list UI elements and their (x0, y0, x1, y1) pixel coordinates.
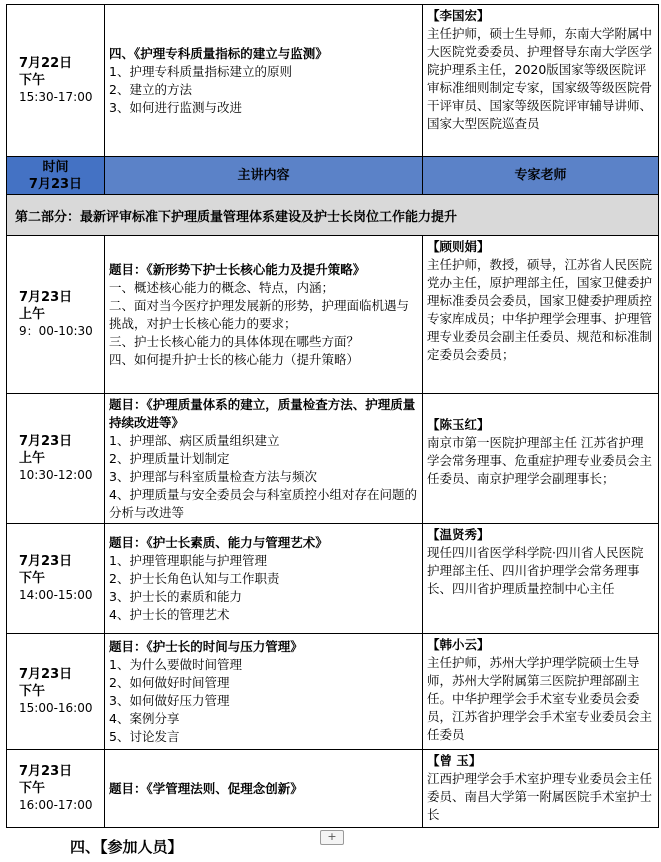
clock-label: 15:00-16:00 (19, 701, 93, 715)
table-row (7, 5, 659, 157)
lecture-line: 三、护士长核心能力的具体体现在哪些方面？ (109, 333, 360, 349)
expert-bio: 南京市第一医院护理部主任 江苏省护理学会常务理事、危重症护理专业委员会主任委员、南京护理学会副理事长； (427, 435, 653, 486)
ampm-label: 下午 (19, 571, 46, 586)
lecture-title: 题目：《护理质量体系的建立，质量检查方法、护理质量持续改进等》 (109, 396, 416, 430)
lecture-line: 4、案例分享 (109, 710, 180, 726)
lecture-line: 3、如何进行监测与改进 (109, 99, 242, 115)
content-cell (105, 394, 423, 524)
clock-label: 9：00-10:30 (19, 324, 93, 338)
lecture-line: 2、护理质量计划制定 (109, 450, 230, 466)
ampm-label: 下午 (19, 73, 46, 88)
header-date-label: 7月23日 (28, 176, 83, 192)
expert-name: 【陈玉红】 (427, 417, 490, 432)
lecture-title: 题目：《新形势下护士长核心能力及提升策略》 (109, 261, 366, 277)
lecture-line: 2、护士长角色认知与工作职责 (109, 570, 280, 586)
clock-label: 15:30-17:00 (19, 90, 93, 104)
clock-label: 14:00-15:00 (19, 588, 93, 602)
header-expert: 专家老师 (423, 157, 659, 195)
content-cell (105, 236, 423, 394)
lecture-line: 2、如何做好时间管理 (109, 674, 230, 690)
header-time-label: 时间 (42, 159, 69, 175)
lecture-line: 1、护理专科质量指标建立的原则 (109, 63, 292, 79)
lecture-line: 1、为什么要做时间管理 (109, 656, 242, 672)
expert-name: 【温贤秀】 (427, 527, 490, 542)
expert-cell (423, 634, 659, 750)
time-cell (7, 524, 105, 634)
table-row (7, 524, 659, 634)
expert-cell (423, 394, 659, 524)
content-cell (105, 750, 423, 828)
table-row (7, 634, 659, 750)
expert-name: 【曾 玉】 (427, 753, 482, 768)
table-row (7, 236, 659, 394)
expert-bio: 江西护理学会手术室护理专业委员会主任委员、南昌大学第一附属医院手术室护士长 (427, 771, 653, 822)
part-title: 第二部分：最新评审标准下护理质量管理体系建设及护士长岗位工作能力提升 (7, 195, 659, 236)
time-cell (7, 750, 105, 828)
day-label: 7月23日 (19, 764, 73, 779)
clock-label: 10:30-12:00 (19, 468, 93, 482)
ampm-label: 上午 (19, 451, 46, 466)
lecture-line: 3、护士长的素质和能力 (109, 588, 242, 604)
lecture-line: 4、护士长的管理艺术 (109, 606, 230, 622)
expert-name: 【韩小云】 (427, 637, 490, 652)
expert-name: 【顾则娟】 (427, 239, 490, 254)
expert-cell (423, 236, 659, 394)
ampm-label: 上午 (19, 307, 46, 322)
clock-label: 16:00-17:00 (19, 798, 93, 812)
table-row (7, 394, 659, 524)
lecture-line: 3、如何做好压力管理 (109, 692, 230, 708)
ampm-label: 下午 (19, 781, 46, 796)
day-label: 7月23日 (19, 434, 73, 449)
lecture-line: 2、建立的方法 (109, 81, 192, 97)
expert-cell (423, 5, 659, 157)
add-row-button[interactable]: + (320, 830, 344, 845)
expert-cell (423, 750, 659, 828)
day-label: 7月23日 (19, 667, 73, 682)
time-cell (7, 394, 105, 524)
lecture-line: 一、概述核心能力的概念、特点，内涵； (109, 279, 335, 295)
section-title: 四、【参加人员】 (70, 838, 183, 856)
expert-cell (423, 524, 659, 634)
lecture-title: 四、《护理专科质量指标的建立与监测》 (109, 45, 328, 61)
lecture-line: 1、护理管理职能与护理管理 (109, 552, 267, 568)
lecture-title: 题目：《护士长素质、能力与管理艺术》 (109, 534, 328, 550)
expert-bio: 主任护师，硕士生导师，东南大学附属中大医院党委委员、护理督导东南大学医学院护理系主任，2020版国家等级医院评审标准细则制定专家，国家级等级医院骨干评审员、国家等级医院评审辅导讲师、国家大型医院巡查员 (427, 26, 653, 131)
expert-bio: 现任四川省医学科学院·四川省人民医院护理部主任、四川省护理学会常务理事长、四川省护理质量控制中心主任 (427, 545, 644, 596)
content-cell (105, 634, 423, 750)
table-header-row (7, 157, 659, 195)
lecture-line: 5、讨论发言 (109, 728, 180, 744)
header-content: 主讲内容 (105, 157, 423, 195)
expert-bio: 主任护师，教授，硕导，江苏省人民医院党办主任，原护理部主任，国家卫健委护理标准委员会委员，国家卫健委护理质控专家库成员；中华护理学会理事、护理管理专业委员会副主任委员、规范和标准制定委员会委员； (427, 257, 653, 362)
day-label: 7月23日 (19, 290, 73, 305)
day-label: 7月23日 (19, 554, 73, 569)
schedule-table (6, 4, 659, 828)
lecture-line: 四、如何提升护士长的核心能力（提升策略） (109, 351, 360, 367)
expert-name: 【李国宏】 (427, 8, 490, 23)
table-row (7, 750, 659, 828)
expert-bio: 主任护师，苏州大学护理学院硕士生导师，苏州大学附属第三医院护理部副主任。中华护理学会手术室专业委员会委员，江苏省护理学会手术室专业委员会主任委员 (427, 655, 653, 742)
time-cell (7, 634, 105, 750)
header-time (7, 157, 105, 195)
lecture-title: 题目：《学管理法则、促理念创新》 (109, 780, 303, 796)
content-cell (105, 5, 423, 157)
content-cell (105, 524, 423, 634)
time-cell (7, 236, 105, 394)
day-label: 7月22日 (19, 56, 73, 71)
lecture-title: 题目：《护士长的时间与压力管理》 (109, 638, 303, 654)
lecture-line: 二、面对当今医疗护理发展新的形势，护理面临机遇与挑战，对护士长核心能力的要求； (109, 297, 410, 331)
ampm-label: 下午 (19, 684, 46, 699)
part-title-row (7, 195, 659, 236)
lecture-line: 4、护理质量与安全委员会与科室质控小组对存在问题的分析与改进等 (109, 486, 417, 520)
time-cell (7, 5, 105, 157)
lecture-line: 3、护理部与科室质量检查方法与频次 (109, 468, 317, 484)
lecture-line: 1、护理部、病区质量组织建立 (109, 432, 280, 448)
